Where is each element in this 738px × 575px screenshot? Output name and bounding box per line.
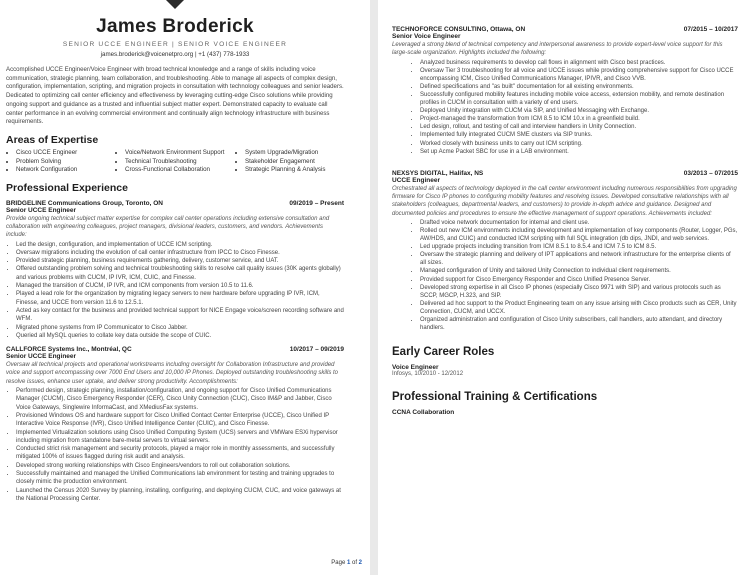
job-bullets	[6, 241, 344, 341]
job-header	[392, 170, 738, 177]
job-company: CALLFORCE Systems Inc., Montréal, QC	[6, 346, 132, 354]
job-description: Oversaw all technical projects and operational workstreams including oversight for Collaboration Infrastructure and provided voice and support encompassing over 7000 End Users and 10,000 IP Phones. Deployed outstanding troubleshooting skills to resolve issues, enhance user uptake, and deliver strong productivity. Accomplishments:	[6, 362, 338, 385]
bullet-item: • Organized administration and configuration of Cisco Unity subscribers, call handlers, auto attendant, and directory handlers.	[420, 316, 738, 332]
footer-prefix: Page	[331, 560, 347, 566]
job-company: TECHNOFORCE CONSULTING, Ottawa, ON	[392, 26, 526, 33]
bullet-item: • Conducted strict risk management and security protocols, played a major role in monthly assessments, and successfully mitigated 100% of issues flagged during risk audit and analysis.	[16, 445, 344, 462]
footer-page-total: 2	[358, 560, 362, 566]
skill-item: • Technical Troubleshooting	[125, 158, 235, 167]
job-description: Orchestrated all aspects of technology deployed in the call center environment including numerous responsibilities from upgrading firmware for Cisco IP phones to configuring mobility features and resolving issues. Developed consultative relationships with all stakeholders (colleagues, departmental leaders, and customers) to provide in-depth advice and guidance. Designed and documented policies and procedures to ensure the effective management of support operations. Achievements included:	[392, 185, 737, 217]
bullet-item: • Led upgrade projects including transition from ICM 8.5.1 to 8.5.4 and ICM 7.5 to ICM 8.5.	[420, 243, 738, 251]
bullet-item: • Offered outstanding problem solving and technical troubleshooting skills to resolve call quality issues (30K agents globally) and various problems with CUCM, IP IVR, ICM, CUIC, and Finesse.	[16, 265, 344, 282]
page-footer	[331, 560, 362, 566]
job-entry	[6, 200, 344, 340]
job-dates: 07/2015 – 10/2017	[683, 26, 738, 33]
skill-item: • System Upgrade/Migration	[245, 149, 344, 158]
bullet-item: • Project-managed the transformation from ICM 8.5 to ICM 10.x in a greenfield build.	[420, 115, 738, 123]
job-company: BRIDGELINE Communications Group, Toronto, ON	[6, 199, 163, 207]
early-role-detail: Infosys, 10/2010 - 12/2012	[392, 371, 464, 378]
bullet-item: • Oversaw Tier 3 troubleshooting for all voice and UCCE issues while providing comprehensive support for Cisco UCCE encompassing ICM, Cisco Unified Communications Manager, IPIVR, and Cisco VVB.	[420, 67, 738, 83]
skill-item: • Problem Solving	[16, 158, 115, 167]
job-bullets	[392, 219, 738, 332]
bullet-item: • Drafted voice network documentation for internal and client use.	[420, 219, 738, 227]
bullet-item: • Set up Acme Packet SBC for use in a LAB environment.	[420, 148, 738, 156]
bullet-item: • Developed strong expertise in all Cisco IP phones (especially Cisco 9971 with SIP) and various protocols such as SCCP, MGCP, H.323, and SIP.	[420, 284, 738, 300]
skill-item: • Network Configuration	[16, 166, 115, 175]
skill-item: • Strategic Planning & Analysis	[245, 166, 344, 175]
skills-column	[115, 149, 235, 175]
bullet-item: • Successfully maintained and managed the Unified Communications lab environment for testing and training upgrades to closely mimic the production environment.	[16, 470, 344, 487]
bullet-item: • Delivered ad hoc support to the Product Engineering team on any issue arising with Cisco products such as CER, Unity Connection, CUCM, and UCCX.	[420, 300, 738, 316]
skills-grid	[6, 149, 344, 175]
job-header	[6, 200, 344, 207]
header-notch	[166, 0, 184, 9]
bullet-item: • Deployed Unity integration with CUCM via SIP, and Unified Messaging with Exchange.	[420, 107, 738, 115]
bullet-item: • Managed configuration of Unity and tailored Unity Connection to individual client requirements.	[420, 267, 738, 275]
skill-item: • Cisco UCCE Engineer	[16, 149, 115, 158]
job-title: Senior Voice Engineer	[392, 33, 461, 40]
training-item: CCNA Collaboration	[392, 409, 455, 417]
early-career-heading: Early Career Roles	[392, 346, 495, 359]
resume-page-2	[378, 0, 738, 575]
bullet-item: • Provided support for Cisco Emergency Responder and Cisco Unified Presence Server.	[420, 276, 738, 284]
job-dates: 03/2013 – 07/2015	[683, 169, 738, 177]
bullet-item: • Successfully configured mobility features including mobile voice access, extension mobility, and remote destination profiles in CUCM in consultation with a variety of end users.	[420, 91, 738, 107]
footer-page-number: 1	[346, 560, 351, 566]
summary-paragraph: Accomplished UCCE Engineer/Voice Engineer with broad technical knowledge and a range of skills including voice communication, strategic planning, team collaboration, and troubleshooting. Able to manage all aspects of complex design, configuration, implementation, scripting, and migration projects in consultation with technology colleagues and senior leaders. Dedicated to optimizing call center efficiency and effectiveness by leveraging cutting-edge Cisco solutions while providing ongoing support and guidance as a trusted and influential subject matter expert. Demonstrated capacity to evaluate call center performance in an evolving commercial environment and continually align technology infrastructure with business requirements.	[6, 66, 344, 126]
bullet-item: • Launched the Census 2020 Survey by planning, installing, configuring, and deploying CUCM, CUC, and voice gateways at the National Processing Center.	[16, 487, 344, 504]
bullet-item: • Analyzed business requirements to develop call flows in alignment with Cisco best practices.	[420, 59, 738, 67]
bullet-item: • Provisioned Windows OS and hardware support for Cisco Unified Contact Center Enterprise (UCCE), Cisco Unified IP Interactive Voice Response (IVR), Cisco Unified Intelligence Center (CUIC), and Cisco Finesse.	[16, 412, 344, 429]
bullet-item: • Migrated phone systems from IP Communicator to Cisco Jabber.	[16, 324, 344, 332]
contact-line: james.broderick@voicenetpro.org | +1 (437) 778-1933	[100, 51, 250, 58]
job-title: UCCE Engineer	[392, 176, 441, 184]
bullet-item: • Led design, rollout, and testing of call and interview handlers in Unity Connection.	[420, 123, 738, 131]
job-bullets	[392, 59, 738, 156]
bullet-item: • Oversaw the strategic planning and delivery of IPT applications and network infrastructure for the enterprise clients of all sizes.	[420, 251, 738, 267]
job-company: NEXSYS DIGITAL, Halifax, NS	[392, 169, 484, 177]
candidate-name: James Broderick	[96, 16, 254, 37]
early-role-title: Voice Engineer	[392, 364, 439, 372]
skill-item: • Voice/Network Environment Support	[125, 149, 235, 158]
job-description: Leveraged a strong blend of technical competency and interpersonal awareness to provide expert-level voice support for this large-scale organization. Highlights included the following:	[392, 42, 723, 57]
job-dates: 10/2017 – 09/2019	[289, 346, 344, 354]
job-entry	[392, 26, 738, 156]
job-bullets	[6, 387, 344, 503]
bullet-item: • Worked closely with business units to carry out ICM scripting.	[420, 140, 738, 148]
job-header	[6, 346, 344, 353]
bullet-item: • Defined specifications and "as built" documentation for all existing environments.	[420, 83, 738, 91]
bullet-item: • Implemented Virtualization solutions using Cisco Unified Computing System (UCS) servers and VMWare ESXi hypervisor including migration from standalone bare-metal servers to virtual servers.	[16, 429, 344, 446]
bullet-item: • Played a lead role for the organization by migrating legacy servers to new hardware before upgrading IP IVR, ICM, Finesse, and UCCE from version 11.6 to 12.5.1.	[16, 290, 344, 307]
job-header	[392, 26, 738, 33]
skill-item: • Stakeholder Engagement	[245, 158, 344, 167]
training-heading: Professional Training & Certifications	[392, 391, 598, 404]
skill-item: • Cross-Functional Collaboration	[125, 166, 235, 175]
job-entry	[392, 170, 738, 333]
job-description: Provide ongoing technical subject matter expertise for complex call center operations including extensive consultation and collaboration with engineering colleagues, project managers, divisional leaders, customers, and vendors. Achievements include:	[6, 215, 330, 239]
experience-heading: Professional Experience	[6, 181, 128, 194]
bullet-item: • Acted as key contact for the business and provided technical support for NICE Engage voice/screen recording software and WFM.	[16, 307, 344, 324]
job-dates: 09/2019 – Present	[289, 199, 344, 207]
footer-of: of	[350, 560, 359, 566]
skills-column	[6, 149, 115, 175]
expertise-heading: Areas of Expertise	[6, 133, 99, 146]
bullet-item: • Developed strong working relationships with Cisco Engineers/vendors to roll out collaboration solutions.	[16, 462, 344, 470]
bullet-item: • Provided strategic planning, business requirements gathering, delivery, customer service, and UAT.	[16, 257, 344, 265]
bullet-item: • Oversaw migrations including the evolution of call center infrastructure from IPCC to Cisco Finesse.	[16, 249, 344, 257]
skills-column	[235, 149, 344, 175]
bullet-item: • Performed design, strategic planning, installation/configuration, and ongoing support for Cisco Unified Communications Manager (CUCM), Cisco Emergency Responder (CER), Cisco Unity Connection (CUC), Cisco IM&P and Jabber, Cisco Voice Gateways, Singlewire InformaCast, and XMediusFax systems.	[16, 387, 344, 412]
bullet-item: • Led the design, configuration, and implementation of UCCE ICM scripting.	[16, 241, 344, 249]
bullet-item: • Rolled out new ICM environments including development and implementation of key components (Router, Logger, PGs, AW/HDS, and CUIC) and conducted ICM scripting with full SQL integration (db dips, JNDI, and web services.	[420, 227, 738, 243]
candidate-subtitle: SENIOR UCCE ENGINEER | SENIOR VOICE ENGINEER	[62, 41, 288, 48]
bullet-item: • Implemented fully integrated CUCM SME clusters via SIP trunks.	[420, 131, 738, 139]
job-title: Senior UCCE Engineer	[6, 353, 77, 361]
job-title: Senior UCCE Engineer	[6, 206, 77, 214]
bullet-item: • Queried all MySQL queries to collate key data outside the scope of CUIC.	[16, 332, 344, 340]
bullet-item: • Managed the transition of CUCM, IP IVR, and ICM components from version 10.5 to 11.6.	[16, 282, 344, 290]
job-entry	[6, 346, 344, 503]
